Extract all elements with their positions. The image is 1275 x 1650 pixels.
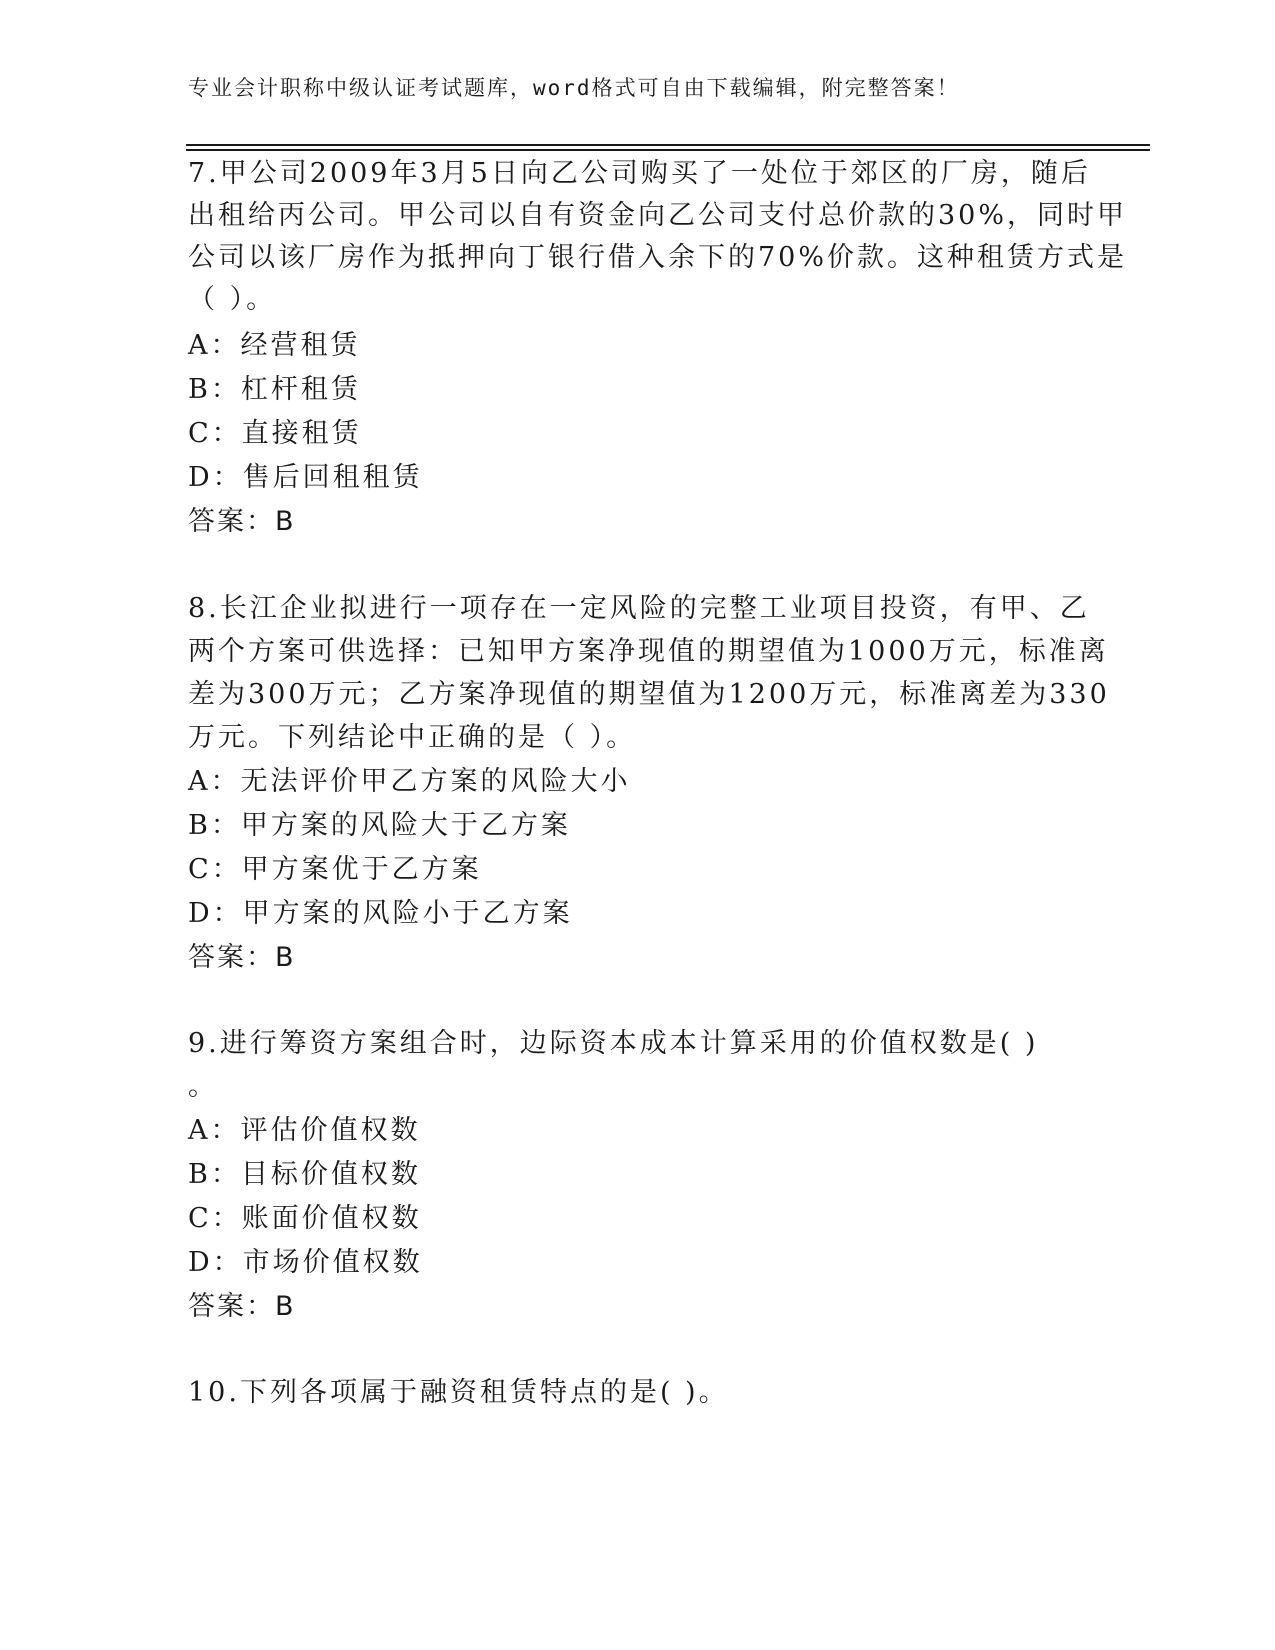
question-stem-line: 。 bbox=[188, 1071, 218, 1102]
option-b: B：杠杆租赁 bbox=[188, 374, 361, 405]
answer: 答案：B bbox=[188, 942, 296, 973]
option-c: C：直接租赁 bbox=[188, 418, 362, 449]
option-b: B：目标价值权数 bbox=[188, 1159, 421, 1190]
option-c: C：账面价值权数 bbox=[188, 1203, 422, 1234]
question-stem-line: 公司以该厂房作为抵押向丁银行借入余下的70%价款。这种租赁方式是 bbox=[188, 242, 1128, 273]
option-a: A：评估价值权数 bbox=[188, 1115, 421, 1146]
option-d: D：售后回租租赁 bbox=[188, 462, 423, 493]
answer: 答案：B bbox=[188, 506, 296, 537]
header-rule-top bbox=[186, 144, 1150, 146]
answer: 答案：B bbox=[188, 1291, 296, 1322]
question-stem-line: 万元。下列结论中正确的是（ ）。 bbox=[188, 722, 637, 753]
header-rule-bottom bbox=[186, 149, 1150, 151]
question-stem-line: 出租给丙公司。甲公司以自有资金向乙公司支付总价款的30%，同时甲 bbox=[188, 200, 1128, 231]
question-stem-line: 差为300万元；乙方案净现值的期望值为1200万元，标准离差为330 bbox=[188, 679, 1110, 710]
page-header: 专业会计职称中级认证考试题库，word格式可自由下载编辑，附完整答案！ bbox=[188, 76, 960, 100]
question-stem-line: 9.进行筹资方案组合时，边际资本成本计算采用的价值权数是( ) bbox=[188, 1028, 1039, 1059]
question-stem-line: 7.甲公司2009年3月5日向乙公司购买了一处位于郊区的厂房，随后 bbox=[188, 158, 1091, 189]
option-d: D：市场价值权数 bbox=[188, 1247, 423, 1278]
question-stem-line: 8.长江企业拟进行一项存在一定风险的完整工业项目投资，有甲、乙 bbox=[188, 593, 1090, 624]
question-stem-line: 两个方案可供选择：已知甲方案净现值的期望值为1000万元，标准离 bbox=[188, 636, 1109, 667]
question-stem-line: 10.下列各项属于融资租赁特点的是( )。 bbox=[188, 1377, 729, 1408]
option-c: C：甲方案优于乙方案 bbox=[188, 854, 482, 885]
option-d: D：甲方案的风险小于乙方案 bbox=[188, 898, 573, 929]
option-a: A：无法评价甲乙方案的风险大小 bbox=[188, 766, 631, 797]
question-stem-line: （ ）。 bbox=[188, 284, 277, 315]
option-b: B：甲方案的风险大于乙方案 bbox=[188, 810, 571, 841]
option-a: A：经营租赁 bbox=[188, 330, 361, 361]
